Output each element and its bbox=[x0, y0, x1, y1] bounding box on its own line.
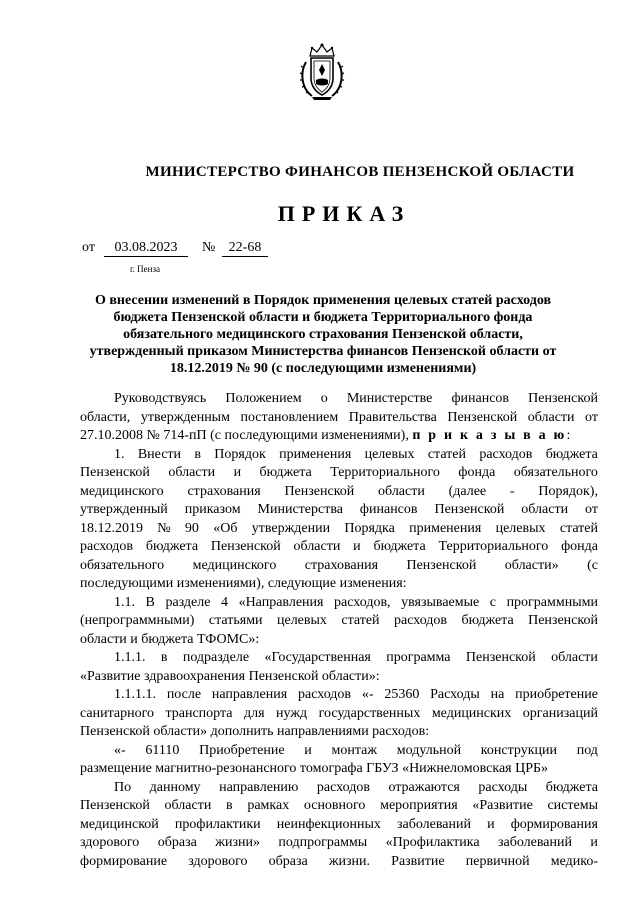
title-line: обязательного медицинского страхования Пензенской области, bbox=[123, 327, 523, 342]
text-line: санитарного транспорта для нужд государственных медицинских организаций bbox=[80, 705, 598, 721]
from-label: от bbox=[82, 240, 95, 255]
number-sign: № bbox=[202, 240, 216, 255]
text-line: последующими изменениями), следующие изменения: bbox=[80, 576, 407, 591]
text-fragment: : bbox=[566, 428, 571, 443]
text-line: расходов бюджета Пензенской области и бюджета Территориального фонда bbox=[80, 539, 598, 554]
text-line: медицинской профилактики неинфекционных заболеваний и формирования bbox=[80, 816, 598, 832]
title-line: О внесении изменений в Порядок применения целевых статей расходов bbox=[94, 293, 552, 308]
text-line: Пензенской области в рамках основного мероприятия «Развитие системы bbox=[80, 798, 598, 813]
text-line: области и бюджета ТФОМС»: bbox=[80, 631, 260, 647]
text-line: формирование здорового образа жизни. Развитие первичной медико- bbox=[80, 853, 598, 869]
text-line: здорового образа жизни» подпрограммы «Профилактика заболеваний и bbox=[80, 835, 598, 850]
text-line: «- 61110 Приобретение и монтаж модульной конструкции под bbox=[114, 742, 598, 758]
document-body bbox=[80, 390, 598, 871]
coat-of-arms-emblem bbox=[298, 42, 346, 102]
text-line: Пензенской области и бюджета Территориального фонда обязательного bbox=[80, 465, 598, 480]
document-title bbox=[80, 292, 566, 377]
order-keyword: п р и к а з ы в а ю bbox=[412, 428, 567, 443]
text-line: утвержденный приказом Министерства финансов Пензенской области от bbox=[80, 502, 598, 517]
text-line: 1. Внести в Порядок применения целевых статей расходов бюджета bbox=[114, 446, 598, 462]
text-line: области, утвержденным постановлением Правительства Пензенской области от bbox=[80, 409, 598, 425]
text-line bbox=[80, 427, 598, 446]
city-label: г. Пенза bbox=[130, 264, 161, 274]
document-date: 03.08.2023 bbox=[104, 240, 188, 257]
text-line: 1.1.1.1. после направления расходов «- 25360 Расходы на приобретение bbox=[114, 687, 598, 702]
text-line: 18.12.2019 № 90 «Об утверждении Порядка применения целевых статей bbox=[80, 520, 598, 536]
text-line: «Развитие здравоохранения Пензенской области»: bbox=[80, 668, 380, 684]
text-line: Пензенской области» дополнить направлениями расходов: bbox=[80, 724, 430, 739]
text-line: (непрограммными) статьями целевых статей расходов бюджета Пензенской bbox=[80, 613, 598, 628]
text-line: По данному направлению расходов отражаются расходы бюджета bbox=[114, 779, 598, 795]
title-line: бюджета Пензенской области и бюджета Территориального фонда bbox=[113, 310, 533, 325]
text-fragment: 27.10.2008 № 714-пП (с последующими изменениями), bbox=[80, 428, 409, 443]
document-type: ПРИКАЗ bbox=[277, 201, 411, 226]
text-line: размещение магнитно-резонансного томографа ГБУЗ «Нижнеломовская ЦРБ» bbox=[80, 761, 549, 776]
title-line: утвержденный приказом Министерства финансов Пензенской области от bbox=[89, 344, 557, 359]
text-line: медицинского страхования Пензенской области (далее - Порядок), bbox=[80, 483, 598, 499]
text-line: 1.1. В разделе 4 «Направления расходов, увязываемые с программными bbox=[114, 594, 598, 610]
text-line: 1.1.1. в подразделе «Государственная программа Пензенской области bbox=[114, 650, 598, 665]
ministry-name: МИНИСТЕРСТВО ФИНАНСОВ ПЕНЗЕНСКОЙ ОБЛАСТИ bbox=[145, 164, 575, 180]
document-number: 22-68 bbox=[222, 240, 268, 257]
text-line: обязательного медицинского страхования Пензенской области» (с bbox=[80, 557, 598, 573]
text-line: Руководствуясь Положением о Министерстве финансов Пензенской bbox=[114, 391, 598, 406]
title-line: 18.12.2019 № 90 (с последующими изменениями) bbox=[169, 361, 477, 376]
